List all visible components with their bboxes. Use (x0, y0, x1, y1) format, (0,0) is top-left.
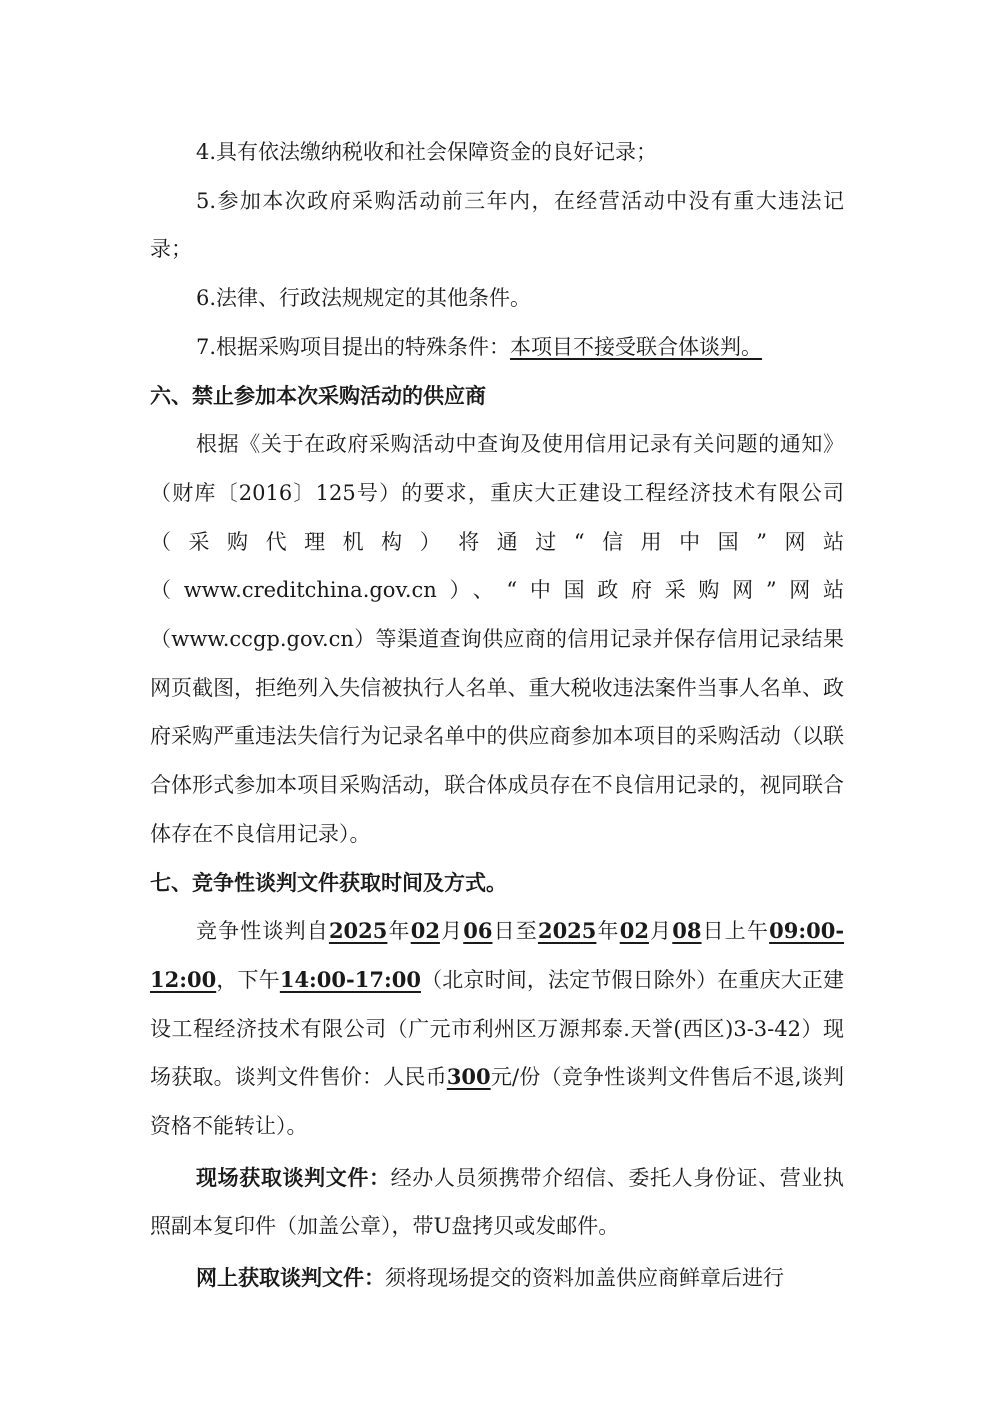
morning-time: 09:00-12:00 (150, 918, 845, 992)
end-day: 08 (672, 918, 702, 944)
online-text: 须将现场提交的资料加盖供应商鲜章后进行 (385, 1266, 784, 1291)
afternoon-time: 14:00-17:00 (279, 966, 421, 992)
text-fragment: （北京时间，法定节假日除外）在重庆大正建设工程经济技术有限公司（广元市利州区万源邦泰.天誉(西区)3-3-42）现场获取。谈判文件售价：人民币 (150, 967, 845, 1090)
document-price: 300 (446, 1064, 491, 1090)
item-7-condition: 本项目不接受联合体谈判。 (510, 334, 763, 359)
text-fragment: 日至 (492, 919, 538, 944)
text-fragment: 元/份（竞争性谈判文件售后不退,谈判资格不能转让）。 (150, 1065, 845, 1139)
end-year: 2025 (537, 918, 597, 944)
text-fragment: 竞争性谈判自 (196, 919, 329, 944)
requirement-item-5: 5.参加本次政府采购活动前三年内，在经营活动中没有重大违法记录； (150, 188, 844, 262)
requirement-item-7 (150, 323, 844, 372)
online-acquisition-paragraph (150, 1254, 844, 1303)
text-fragment: 月 (648, 919, 673, 944)
acquisition-time-paragraph (150, 907, 844, 1151)
online-label: 网上获取谈判文件： (196, 1266, 385, 1291)
onsite-text: 经办人员须携带介绍信、委托人身份证、营业执照副本复印件（加盖公章），带U盘拷贝或发邮件。 (150, 1165, 845, 1239)
section-7-heading: 七、竞争性谈判文件获取时间及方式。 (150, 870, 507, 895)
section-6-body: 根据《关于在政府采购活动中查询及使用信用记录有关问题的通知》（财库〔2016〕125号）的要求，重庆大正建设工程经济技术有限公司（采购代理机构）将通过“信用中国”网站（www.creditchina.gov.cn）、“中国政府采购网”网站（www.ccgp.gov.cn）等渠道查询供应商的信用记录并保存信用记录结果网页截图，拒绝列入失信被执行人名单、重大税收违法案件当事人名单、政府采购严重违法失信行为记录名单中的供应商参加本项目的采购活动（以联合体形式参加本项目采购活动，联合体成员存在不良信用记录的，视同联合体存在不良信用记录）。 (150, 432, 844, 846)
end-month: 02 (619, 918, 649, 944)
start-day: 06 (463, 918, 493, 944)
text-fragment: 年 (596, 919, 620, 944)
text-fragment: ，下午 (216, 967, 280, 992)
start-month: 02 (410, 918, 440, 944)
document-page (150, 128, 844, 1303)
section-6-heading: 六、禁止参加本次采购活动的供应商 (150, 383, 486, 408)
start-year: 2025 (328, 918, 388, 944)
item-7-prefix: 7.根据采购项目提出的特殊条件： (196, 334, 511, 359)
text-fragment: 月 (439, 919, 464, 944)
text-fragment: 日上午 (701, 919, 770, 944)
requirement-item-4: 4.具有依法缴纳税收和社会保障资金的良好记录； (196, 140, 658, 164)
onsite-label: 现场获取谈判文件： (196, 1165, 391, 1190)
text-fragment: 年 (387, 919, 411, 944)
requirement-item-6: 6.法律、行政法规规定的其他条件。 (196, 286, 532, 311)
onsite-acquisition-paragraph (150, 1154, 844, 1251)
